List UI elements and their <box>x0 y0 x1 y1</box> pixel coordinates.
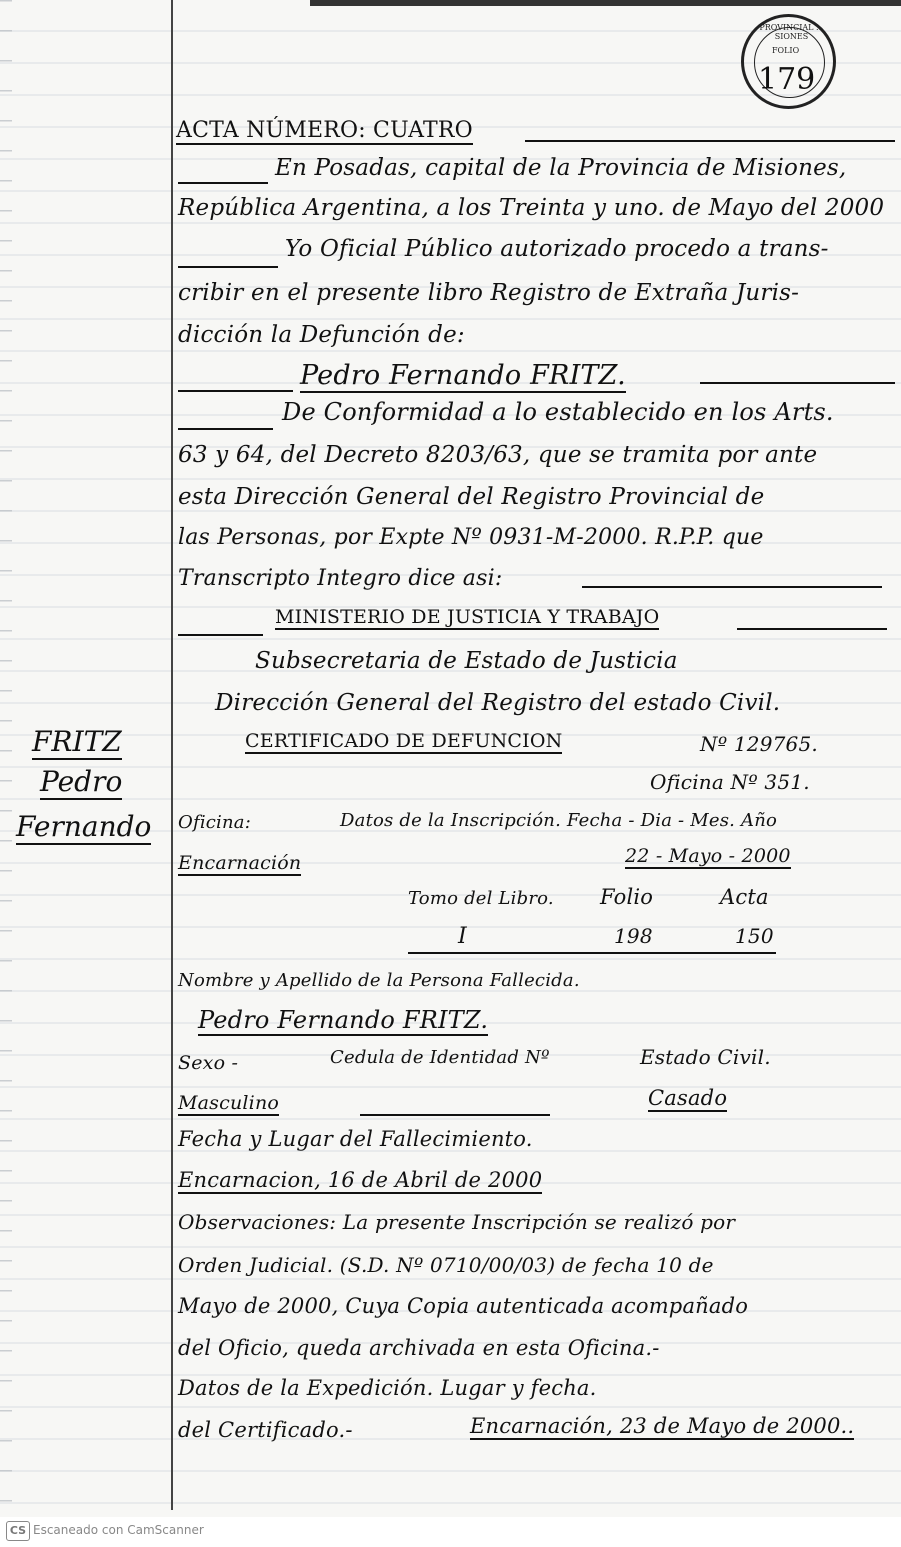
text-line: las Personas, por Expte Nº 0931-M-2000. R.P.P. que <box>178 525 764 550</box>
field-label-acta: Acta <box>720 885 769 909</box>
certificate-number: Nº 129765. <box>700 732 818 756</box>
text-line: Datos de la Expedición. Lugar y fecha. <box>178 1376 597 1400</box>
field-label-oficina: Oficina: <box>178 812 252 833</box>
field-label-tomo: Tomo del Libro. <box>408 888 554 909</box>
text-line: Observaciones: La presente Inscripción se realizó por <box>178 1210 736 1234</box>
fill-line <box>178 390 293 392</box>
text-line: 63 y 64, del Decreto 8203/63, que se tramita por ante <box>178 442 818 468</box>
field-value-fecha: 22 - Mayo - 2000 <box>625 845 791 867</box>
fill-line <box>737 628 887 630</box>
text-line: cribir en el presente libro Registro de Extraña Juris- <box>178 280 800 306</box>
text-line: Mayo de 2000, Cuya Copia autenticada acompañado <box>178 1294 749 1318</box>
text-line: De Conformidad a lo establecido en los Arts. <box>282 398 834 426</box>
folio-label: FOLIO <box>772 46 800 55</box>
text-line: En Posadas, capital de la Provincia de Misiones, <box>275 155 847 181</box>
margin-first-name: Pedro <box>40 765 123 798</box>
text-line: del Certificado.- <box>178 1418 353 1442</box>
field-label-sexo: Sexo - <box>178 1052 239 1074</box>
ministry-heading: MINISTERIO DE JUSTICIA Y TRABAJO <box>275 606 660 628</box>
fill-line <box>582 586 882 588</box>
margin-second-name: Fernando <box>16 810 152 843</box>
field-value-sexo: Masculino <box>178 1092 280 1114</box>
fill-line <box>178 266 278 268</box>
text-line: esta Dirección General del Registro Provincial de <box>178 484 765 510</box>
text-line: Orden Judicial. (S.D. Nº 0710/00/03) de fecha 10 de <box>178 1253 714 1277</box>
field-value-estado-civil: Casado <box>648 1086 728 1110</box>
field-value-acta: 150 <box>735 924 774 948</box>
direccion-heading: Dirección General del Registro del estado Civil. <box>215 690 781 716</box>
text-line: Yo Oficial Público autorizado procedo a trans- <box>285 236 829 262</box>
margin-rule <box>171 0 173 1510</box>
expedition-place-date: Encarnación, 23 de Mayo de 2000.. <box>470 1414 855 1438</box>
field-label-nombre: Nombre y Apellido de la Persona Fallecida. <box>178 970 580 991</box>
page-edge <box>0 0 12 1510</box>
text-line: Transcripto Integro dice asi: <box>178 566 503 591</box>
field-label-folio: Folio <box>600 885 654 909</box>
camscanner-logo: CS <box>6 1521 30 1541</box>
text-line: dicción la Defunción de: <box>178 322 465 348</box>
fill-line <box>408 952 776 954</box>
field-label-cedula: Cedula de Identidad Nº <box>330 1047 550 1068</box>
fill-line <box>178 634 263 636</box>
fill-line <box>178 182 268 184</box>
certificate-title: CERTIFICADO DE DEFUNCION <box>245 730 563 752</box>
field-value-fallecimiento: Encarnacion, 16 de Abril de 2000 <box>178 1168 543 1192</box>
field-label-datos: Datos de la Inscripción. Fecha - Dia - Mes. Año <box>340 810 778 831</box>
fill-line <box>700 382 895 384</box>
text-line: del Oficio, queda archivada en esta Oficina.- <box>178 1336 660 1360</box>
act-heading: ACTA NÚMERO: CUATRO <box>176 118 473 143</box>
field-label-fallecimiento: Fecha y Lugar del Fallecimiento. <box>178 1127 533 1151</box>
field-value-oficina: Encarnación <box>178 852 302 874</box>
office-number: Oficina Nº 351. <box>650 770 810 794</box>
folio-number: 179 <box>758 62 816 97</box>
field-label-estado-civil: Estado Civil. <box>640 1045 771 1069</box>
field-value-nombre: Pedro Fernando FRITZ. <box>198 1006 489 1034</box>
margin-surname: FRITZ <box>32 725 122 758</box>
top-edge <box>310 0 901 6</box>
text-line: República Argentina, a los Treinta y uno. de Mayo del 2000 <box>178 195 885 221</box>
subsecretaria-heading: Subsecretaria de Estado de Justicia <box>255 648 678 674</box>
deceased-name: Pedro Fernando FRITZ. <box>300 360 626 391</box>
stamp-ring-text: PROVINCIAL ... SIONES <box>759 23 824 41</box>
camscanner-text: Escaneado con CamScanner <box>33 1523 204 1537</box>
field-value-folio: 198 <box>614 924 653 948</box>
fill-line <box>525 140 895 142</box>
fill-line <box>178 428 273 430</box>
fill-line <box>360 1114 550 1116</box>
field-value-tomo: I <box>458 924 467 949</box>
